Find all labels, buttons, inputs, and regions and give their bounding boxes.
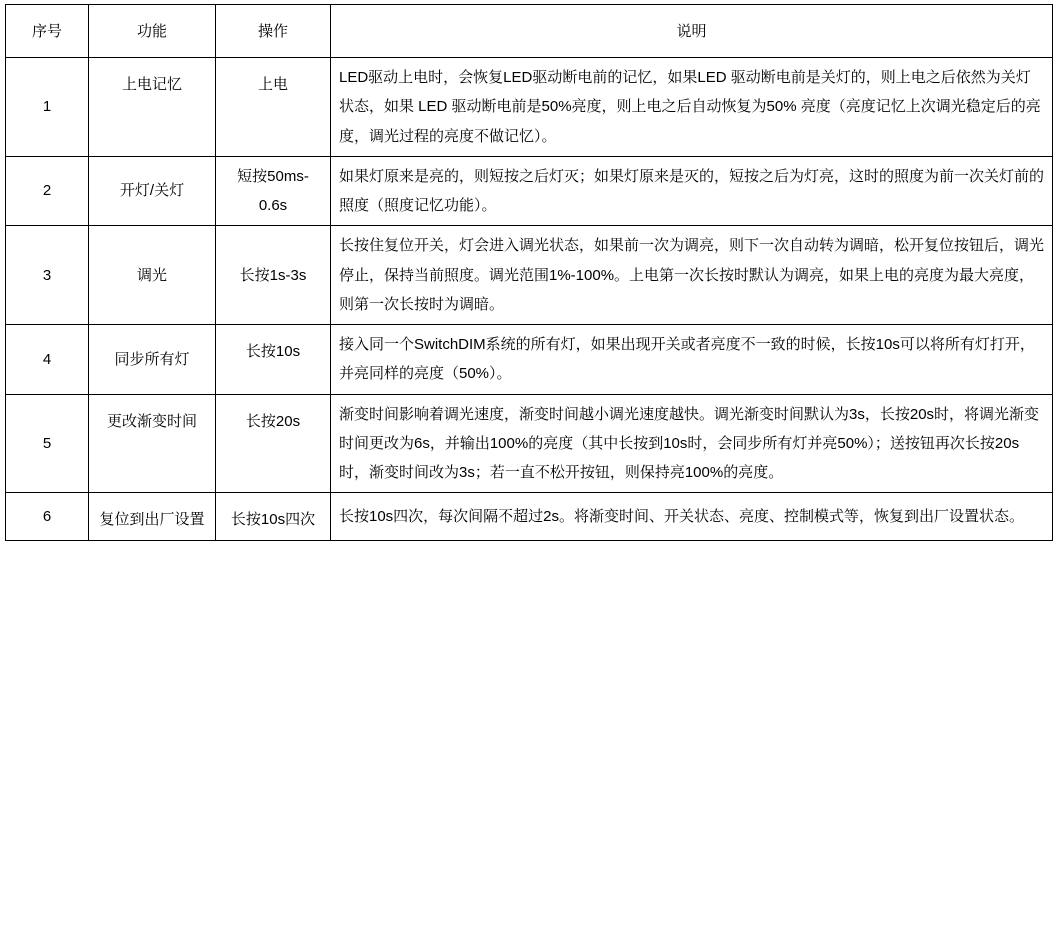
table-row — [6, 58, 1053, 157]
row-desc: 如果灯原来是亮的，则短按之后灯灭；如果灯原来是灭的，短按之后为灯亮，这时的照度为前一次关灯前的照度（照度记忆功能）。 — [331, 156, 1053, 226]
row-desc: 接入同一个SwitchDIM系统的所有灯，如果出现开关或者亮度不一致的时候，长按10s可以将所有灯打开，并亮同样的亮度（50%）。 — [331, 325, 1053, 395]
row-op: 短按50ms-0.6s — [216, 156, 331, 226]
row-seq: 5 — [6, 394, 89, 493]
table-row — [6, 493, 1053, 540]
function-description-table — [5, 4, 1053, 541]
row-desc: LED驱动上电时，会恢复LED驱动断电前的记忆，如果LED 驱动断电前是关灯的，则上电之后依然为关灯状态，如果 LED 驱动断电前是50%亮度，则上电之后自动恢复为50% 亮度（亮度记忆上次调光稳定后的亮度，调光过程的亮度不做记忆）。 — [331, 58, 1053, 157]
row-op: 长按10s四次 — [216, 493, 331, 540]
row-func: 上电记忆 — [89, 58, 216, 157]
header-seq: 序号 — [6, 5, 89, 58]
row-func: 同步所有灯 — [89, 325, 216, 395]
row-func: 开灯/关灯 — [89, 156, 216, 226]
row-op: 长按20s — [216, 394, 331, 493]
row-func: 更改渐变时间 — [89, 394, 216, 493]
row-op: 上电 — [216, 58, 331, 157]
row-desc: 长按住复位开关，灯会进入调光状态，如果前一次为调亮，则下一次自动转为调暗，松开复位按钮后，调光停止，保持当前照度。调光范围1%-100%。上电第一次长按时默认为调亮，如果上电的亮度为最大亮度，则第一次长按时为调暗。 — [331, 226, 1053, 325]
table-row — [6, 156, 1053, 226]
header-desc: 说明 — [331, 5, 1053, 58]
row-seq: 4 — [6, 325, 89, 395]
row-op: 长按1s-3s — [216, 226, 331, 325]
table-header-row — [6, 5, 1053, 58]
table-row — [6, 394, 1053, 493]
row-func: 复位到出厂设置 — [89, 493, 216, 540]
table-row — [6, 325, 1053, 395]
row-func: 调光 — [89, 226, 216, 325]
row-desc: 渐变时间影响着调光速度，渐变时间越小调光速度越快。调光渐变时间默认为3s，长按20s时，将调光渐变时间更改为6s，并输出100%的亮度（其中长按到10s时，会同步所有灯并亮50%）；送按钮再次长按20s时，渐变时间改为3s；若一直不松开按钮，则保持亮100%的亮度。 — [331, 394, 1053, 493]
table-row — [6, 226, 1053, 325]
header-op: 操作 — [216, 5, 331, 58]
header-func: 功能 — [89, 5, 216, 58]
row-op: 长按10s — [216, 325, 331, 395]
row-desc: 长按10s四次，每次间隔不超过2s。将渐变时间、开关状态、亮度、控制模式等，恢复到出厂设置状态。 — [331, 493, 1053, 540]
row-seq: 2 — [6, 156, 89, 226]
row-seq: 3 — [6, 226, 89, 325]
row-seq: 1 — [6, 58, 89, 157]
row-seq: 6 — [6, 493, 89, 540]
